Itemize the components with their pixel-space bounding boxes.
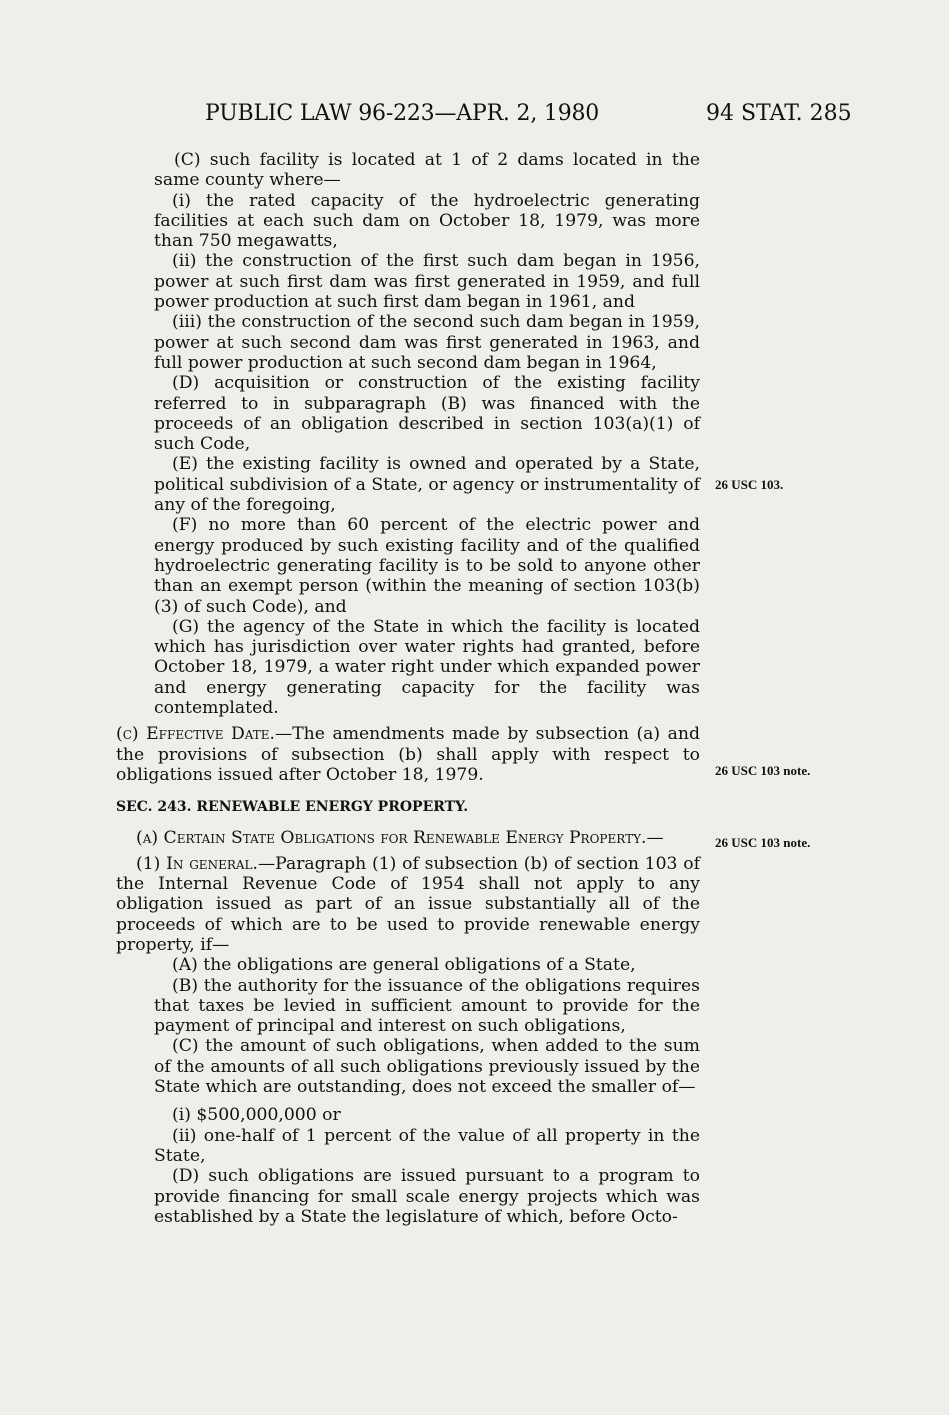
paragraph-C-i: (i) the rated capacity of the hydroelectric generating facilities at each such dam on October 18, 1979, was more than 750 megawatts, xyxy=(154,190,700,252)
subsection-c-text: —The amendments made by subsection (a) and the provisions of subsection (b) shall apply with respect to obligations issued after October 18, 1979. xyxy=(116,724,700,785)
section-243-heading: SEC. 243. RENEWABLE ENERGY PROPERTY. xyxy=(116,799,469,816)
page-header-title: PUBLIC LAW 96-223—APR. 2, 1980 xyxy=(205,101,600,126)
paragraph-C-iii: (iii) the construction of the second such dam began in 1959, power at such second dam was first generated in 1963, and full power production at such second dam began in 1964, xyxy=(154,312,700,373)
paragraph-F: (F) no more than 60 percent of the electric power and energy produced by such existing facility and of the qualified hydroelectric generating facility is to be sold to anyone other than an exempt person (within the meaning of section 103(b)(3) of such Code), and xyxy=(154,515,700,617)
paragraph-C2-ii: (ii) one-half of 1 percent of the value of all property in the State, xyxy=(154,1125,700,1166)
paragraph-1-label: (1) In general. xyxy=(136,853,258,874)
paragraph-C-ii: (ii) the construction of the first such dam began in 1956, power at such first dam was first generated in 1959, and full power production at such first dam began in 1961, and xyxy=(154,251,700,313)
paragraph-D2: (D) such obligations are issued pursuant to a program to provide financing for small scale energy projects which was established by a State the legislature of which, before Octo- xyxy=(154,1166,700,1227)
paragraph-C2: (C) the amount of such obligations, when added to the sum of the amounts of all such obligations previously issued by the State which are outstanding, does not exceed the smaller of— xyxy=(154,1036,700,1098)
paragraph-G: (G) the agency of the State in which the facility is located which has jurisdiction over water rights had granted, before October 18, 1979, a water right under which expanded power and energy generating capacity for the facility was contemplated. xyxy=(154,616,700,719)
paragraph-1 xyxy=(116,854,700,955)
margin-note-usc-103: 26 USC 103. xyxy=(715,477,784,492)
paragraph-B: (B) the authority for the issuance of the obligations requires that taxes be levied in sufficient amount to provide for the payment of principal and interest on such obligations, xyxy=(154,975,700,1037)
subsection-c-label: (c) Effective Date. xyxy=(116,724,276,745)
paragraph-C2-i: (i) $500,000,000 or xyxy=(172,1105,341,1126)
paragraph-C: (C) such facility is located at 1 of 2 dams located in the same county where— xyxy=(154,150,700,191)
margin-note-usc-103-note: 26 USC 103 note. xyxy=(715,763,811,778)
margin-note-usc-103-note-2: 26 USC 103 note. xyxy=(715,835,811,850)
paragraph-D: (D) acquisition or construction of the existing facility referred to in subparagraph (B) was financed with the proceeds of an obligation described in section 103(a)(1) of such Code, xyxy=(154,373,700,455)
subsection-c xyxy=(116,724,700,785)
page-header-stat-number: 94 STAT. 285 xyxy=(706,101,852,126)
paragraph-A: (A) the obligations are general obligations of a State, xyxy=(172,955,636,976)
statute-body xyxy=(116,150,700,1227)
paragraph-E: (E) the existing facility is owned and operated by a State, political subdivision of a State, or agency or instrumentality of any of the foregoing, xyxy=(154,454,700,516)
paragraph-1-text: —Paragraph (1) of subsection (b) of section 103 of the Internal Revenue Code of 1954 shall not apply to any obligation issued as part of an issue substantially all of the proceeds of which are to be used to provide renewable energy property, if— xyxy=(116,853,700,955)
subsection-a-heading: (a) Certain State Obligations for Renewable Energy Property.— xyxy=(136,827,664,848)
